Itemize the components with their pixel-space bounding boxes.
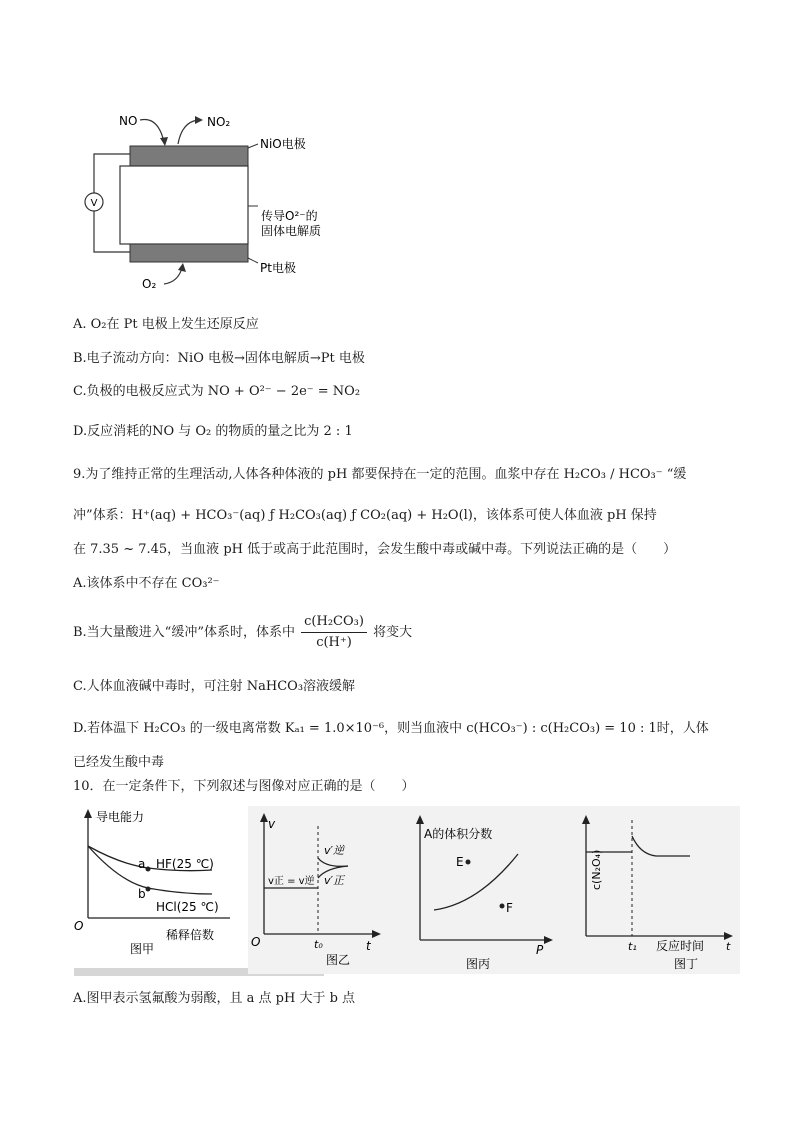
jia-label-a: a — [138, 857, 146, 871]
yi-xlabel: t — [366, 939, 371, 953]
ding-xaxis-end: t — [726, 940, 731, 953]
ding-t1: t₁ — [628, 940, 637, 953]
q9-option-d-line-1: D.若体温下 H₂CO₃ 的一级电离常数 Kₐ₁ = 1.0×10⁻⁶，则当血液中 c(HCO₃⁻) : c(H₂CO₃) = 10 : 1时，人体 — [73, 721, 709, 736]
q9-option-b-post: 将变大 — [373, 625, 413, 640]
bing-ylabel: A的体积分数 — [424, 827, 493, 841]
q8-option-d: D.反应消耗的NO 与 O₂ 的物质的量之比为 2 : 1 — [73, 424, 353, 439]
yi-origin: O — [251, 935, 261, 949]
jia-xlabel: 稀释倍数 — [166, 928, 215, 942]
q9-option-d-line-2: 已经发生酸中毒 — [73, 755, 165, 770]
graph-ding — [570, 806, 740, 974]
ding-caption: 图丁 — [674, 957, 699, 971]
jia-label-hf: HF(25 ℃) — [156, 857, 214, 871]
no-arrow-head — [160, 137, 168, 146]
pt-electrode — [130, 244, 248, 262]
nio-leader — [248, 144, 258, 148]
nio-electrode — [130, 146, 248, 166]
solid-electrolyte — [120, 166, 248, 244]
no2-arrow-head — [195, 116, 203, 124]
jia-caption: 图甲 — [130, 942, 155, 956]
jia-ylabel: 导电能力 — [96, 810, 145, 824]
jia-point-b — [146, 887, 151, 892]
q9-stem-line-2: 冲”体系：H⁺(aq) + HCO₃⁻(aq) ƒ H₂CO₃(aq) ƒ CO₂(aq) + H₂O(l)，该体系可使人体血液 pH 保持 — [73, 508, 657, 523]
jia-origin: O — [74, 919, 84, 933]
label-pt: Pt电极 — [260, 261, 296, 275]
jia-label-hcl: HCl(25 ℃) — [156, 900, 219, 914]
o2-arrow-head — [178, 263, 186, 272]
graph-bing — [410, 806, 570, 974]
pt-leader — [248, 258, 258, 263]
bing-caption: 图丙 — [466, 957, 491, 971]
bing-point-e — [466, 860, 471, 865]
q10-stem: 10．在一定条件下，下列叙述与图像对应正确的是（ ） — [73, 779, 415, 794]
label-electrolyte-1: 传导O²⁻的 — [261, 209, 318, 223]
graph-yi — [248, 806, 418, 974]
label-nio: NiO电极 — [260, 137, 306, 151]
voltmeter-label: V — [90, 198, 98, 209]
graph-jia — [70, 806, 240, 956]
yi-label-rev: v′逆 — [324, 844, 345, 857]
yi-t0: t₀ — [314, 938, 323, 951]
q8-option-b: B.电子流动方向：NiO 电极→固体电解质→Pt 电极 — [73, 351, 365, 366]
fuel-cell-diagram — [78, 108, 338, 298]
yi-label-fwd: v′正 — [324, 874, 345, 887]
yi-eq-label: v正 = v逆 — [268, 876, 315, 887]
q10-option-a: A.图甲表示氢氟酸为弱酸，且 a 点 pH 大于 b 点 — [73, 991, 356, 1006]
yi-bg — [248, 806, 418, 974]
label-no: NO — [119, 114, 138, 128]
q8-option-c: C.负极的电极反应式为 NO + O²⁻ − 2e⁻ = NO₂ — [73, 384, 361, 399]
jia-label-b: b — [138, 887, 146, 901]
o2-in-arrow — [164, 268, 182, 284]
q9-option-b-pre: B.当大量酸进入“缓冲”体系时，体系中 — [73, 625, 295, 640]
bing-point-f — [500, 904, 505, 909]
q8-option-a: A. O₂在 Pt 电极上发生还原反应 — [73, 317, 259, 332]
q9-fraction-numerator: c(H₂CO₃) — [301, 612, 367, 633]
q9-option-b — [73, 612, 412, 653]
bing-label-f: F — [506, 901, 513, 915]
bing-xlabel: P — [536, 943, 544, 957]
label-electrolyte-2: 固体电解质 — [261, 224, 322, 238]
bing-label-e: E — [456, 855, 464, 869]
ding-xlabel: 反应时间 — [656, 939, 705, 953]
yi-ylabel: v — [268, 817, 276, 831]
label-o2: O₂ — [142, 277, 157, 291]
q9-option-c: C.人体血液碱中毒时，可注射 NaHCO₃溶液缓解 — [73, 679, 356, 694]
yi-caption: 图乙 — [326, 953, 351, 967]
q9-stem-line-3: 在 7.35 ~ 7.45，当血液 pH 低于或高于此范围时，会发生酸中毒或碱中毒。下列说法正确的是（ ） — [73, 542, 677, 557]
label-no2: NO₂ — [207, 115, 231, 129]
q9-stem-line-1: 9.为了维持正常的生理活动,人体各种体液的 pH 都要保持在一定的范围。血浆中存在 H₂CO₃ / HCO₃⁻ “缓 — [73, 467, 687, 482]
q9-fraction — [301, 612, 367, 653]
jia-point-a — [146, 867, 151, 872]
ding-ylabel: c(N₂O₄) — [590, 849, 603, 890]
q9-fraction-denominator: c(H⁺) — [316, 635, 352, 650]
q9-option-a: A.该体系中不存在 CO₃²⁻ — [73, 576, 220, 591]
jia-y-arrow — [84, 809, 92, 818]
